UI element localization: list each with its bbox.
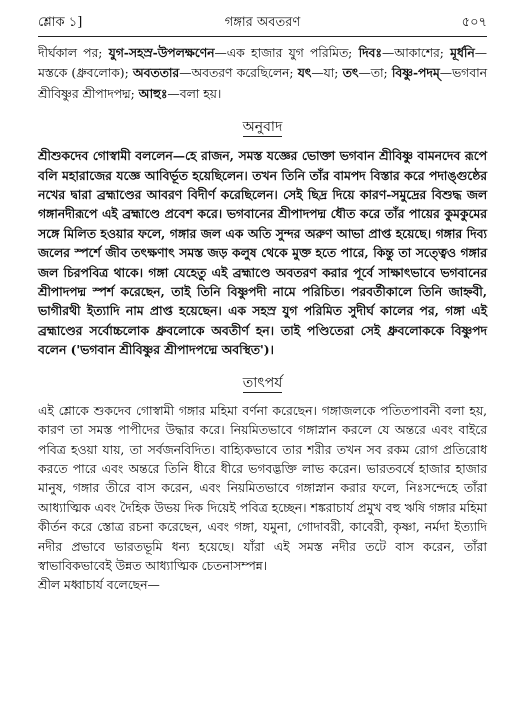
translation-heading bbox=[38, 117, 487, 137]
synonym-gloss: —বলা হয়। bbox=[167, 86, 222, 101]
chapter-title: গঙ্গার অবতরণ bbox=[224, 15, 301, 30]
synonym-term: যুগ-সহস্র-উপলক্ষণেন bbox=[108, 45, 215, 60]
translation-section bbox=[38, 146, 487, 359]
running-header bbox=[38, 0, 487, 37]
synonym-gloss: —তা; bbox=[358, 66, 392, 81]
synonym-term: দিবঃ bbox=[358, 45, 382, 60]
synonym-gloss: —আকাশের; bbox=[381, 46, 451, 60]
synonym-term: অবততার bbox=[132, 65, 180, 81]
synonym-gloss: দীর্ঘকাল পর; bbox=[38, 46, 109, 60]
synonym-gloss: —যা; bbox=[311, 66, 343, 81]
purport-text: এই শ্লোকে শুকদেব গোস্বামী গঙ্গার মহিমা বর্ণনা করেছেন। গঙ্গাজলকে পতিতপাবনী বলা হয়, কারণ তা সমস্ত পাপীদের উদ্ধার করে। নিয়মিতভাবে গঙ্গাস্নান করলে যে অন্তরে এবং বাইরে পবিত্র হওয়া যায়, তা সর্বজনবিদিত। বাহ্যিকভাবে তার শরীর তখন সব রকম রোগ প্রতিরোধ করতে পারে এবং অন্তরে তিনি ধীরে ধীরে ভগবদ্ভক্তি লাভ করেন। ভারতবর্ষে হাজার হাজার মানুষ, গঙ্গার তীরে বাস করেন, এবং নিয়মিতভাবে গঙ্গাস্নান করার ফলে, নিঃসন্দেহে তাঁরা আধ্যাত্মিক এবং দৈহিক উভয় দিক দিয়েই পবিত্র হচ্ছেন। শঙ্করাচার্য প্রমুখ বহু ঋষি গঙ্গার মহিমা কীর্তন করে স্তোত্র রচনা করেছেন, এবং গঙ্গা, যমুনা, গোদাবরী, কাবেরী, কৃষ্ণা, নর্মদা ইত্যাদি নদীর প্রভাবে ভারতভূমি ধন্য হয়েছে। যাঁরা এই সমস্ত নদীর তটে বাস করেন, তাঁরা স্বাভাবিকভাবেই উন্নত আধ্যাত্মিক চেতনাসম্পন্ন। bbox=[38, 403, 487, 573]
synonym-term: যৎ bbox=[297, 65, 312, 81]
closing-line: শ্রীল মধ্বাচার্য বলেছেন— bbox=[38, 578, 160, 593]
synonym-gloss: —মস্তকে (ধ্রুবলোক); bbox=[38, 46, 488, 81]
translation-heading-text: অনুবাদ bbox=[242, 119, 283, 136]
purport-heading bbox=[38, 373, 487, 393]
word-for-word-synonyms bbox=[38, 43, 487, 104]
page-number: ৫০৭ bbox=[461, 15, 488, 30]
synonym-term: মূর্ধনি bbox=[450, 45, 475, 60]
translation-text: শ্রীশুকদেব গোস্বামী বললেন—হে রাজন, সমস্ত যজ্ঞের ভোক্তা ভগবান শ্রীবিষ্ণু বামনদেব রূপে বলি মহারাজের যজ্ঞে আবির্ভূত হয়েছিলেন। তখন তিনি তাঁর বামপদ বিস্তার করে পদাঙ্গুষ্ঠের নখের দ্বারা ব্রহ্মাণ্ডের আবরণ বিদীর্ণ করেছিলেন। সেই ছিদ্র দিয়ে কারণ-সমুদ্রের বিশুদ্ধ জল গঙ্গানদীরূপে এই ব্রহ্মাণ্ডে প্রবেশ করে। ভগবানের শ্রীপাদপদ্ম ধৌত করে তাঁর পায়ের কুমকুমের সঙ্গে মিলিত হওয়ার ফলে, গঙ্গার জল এক অতি সুন্দর অরুণ আভা প্রাপ্ত হয়েছে। গঙ্গার দিব্য জলের স্পর্শে জীব তৎক্ষণাৎ সমস্ত জড় কলুষ থেকে মুক্ত হতে পারে, কিন্তু তা সত্ত্বেও গঙ্গার জল চিরপবিত্র থাকে। গঙ্গা যেহেতু এই ব্রহ্মাণ্ডে অবতরণ করার পূর্বে সাক্ষাৎভাবে ভগবানের শ্রীপাদপদ্ম স্পর্শ করেছেন, তাই তিনি বিষ্ণুপদী নামে পরিচিত। পরবর্তীকালে তিনি জাহ্নবী, ভাগীরথী ইত্যাদি নাম প্রাপ্ত হয়েছেন। এক সহস্র যুগ পরিমিত সুদীর্ঘ কালের পর, গঙ্গা এই ব্রহ্মাণ্ডের সর্বোচ্চলোক ধ্রুবলোকে অবতীর্ণ হন। তাই পণ্ডিতেরা সেই ধ্রুবলোককে বিষ্ণুপদ বলেন ('ভগবান শ্রীবিষ্ণুর শ্রীপাদপদ্মে অবস্থিত')। bbox=[38, 148, 487, 358]
purport-heading-text: তাৎপর্য bbox=[242, 374, 283, 391]
synonym-term: তৎ bbox=[342, 65, 359, 81]
purport-section bbox=[38, 402, 487, 596]
synonym-term: বিষ্ণু-পদম্ bbox=[391, 65, 440, 81]
synonym-term: আহুঃ bbox=[138, 85, 168, 101]
synonym-gloss: —অবতরণ করেছিলেন; bbox=[179, 66, 298, 81]
synonym-gloss: —এক হাজার যুগ পরিমিত; bbox=[214, 46, 359, 60]
synonym-gloss: —ভগবান শ্রীবিষ্ণুর শ্রীপাদপদ্ম; bbox=[38, 66, 487, 101]
verse-reference: শ্লোক ১] bbox=[38, 15, 83, 30]
